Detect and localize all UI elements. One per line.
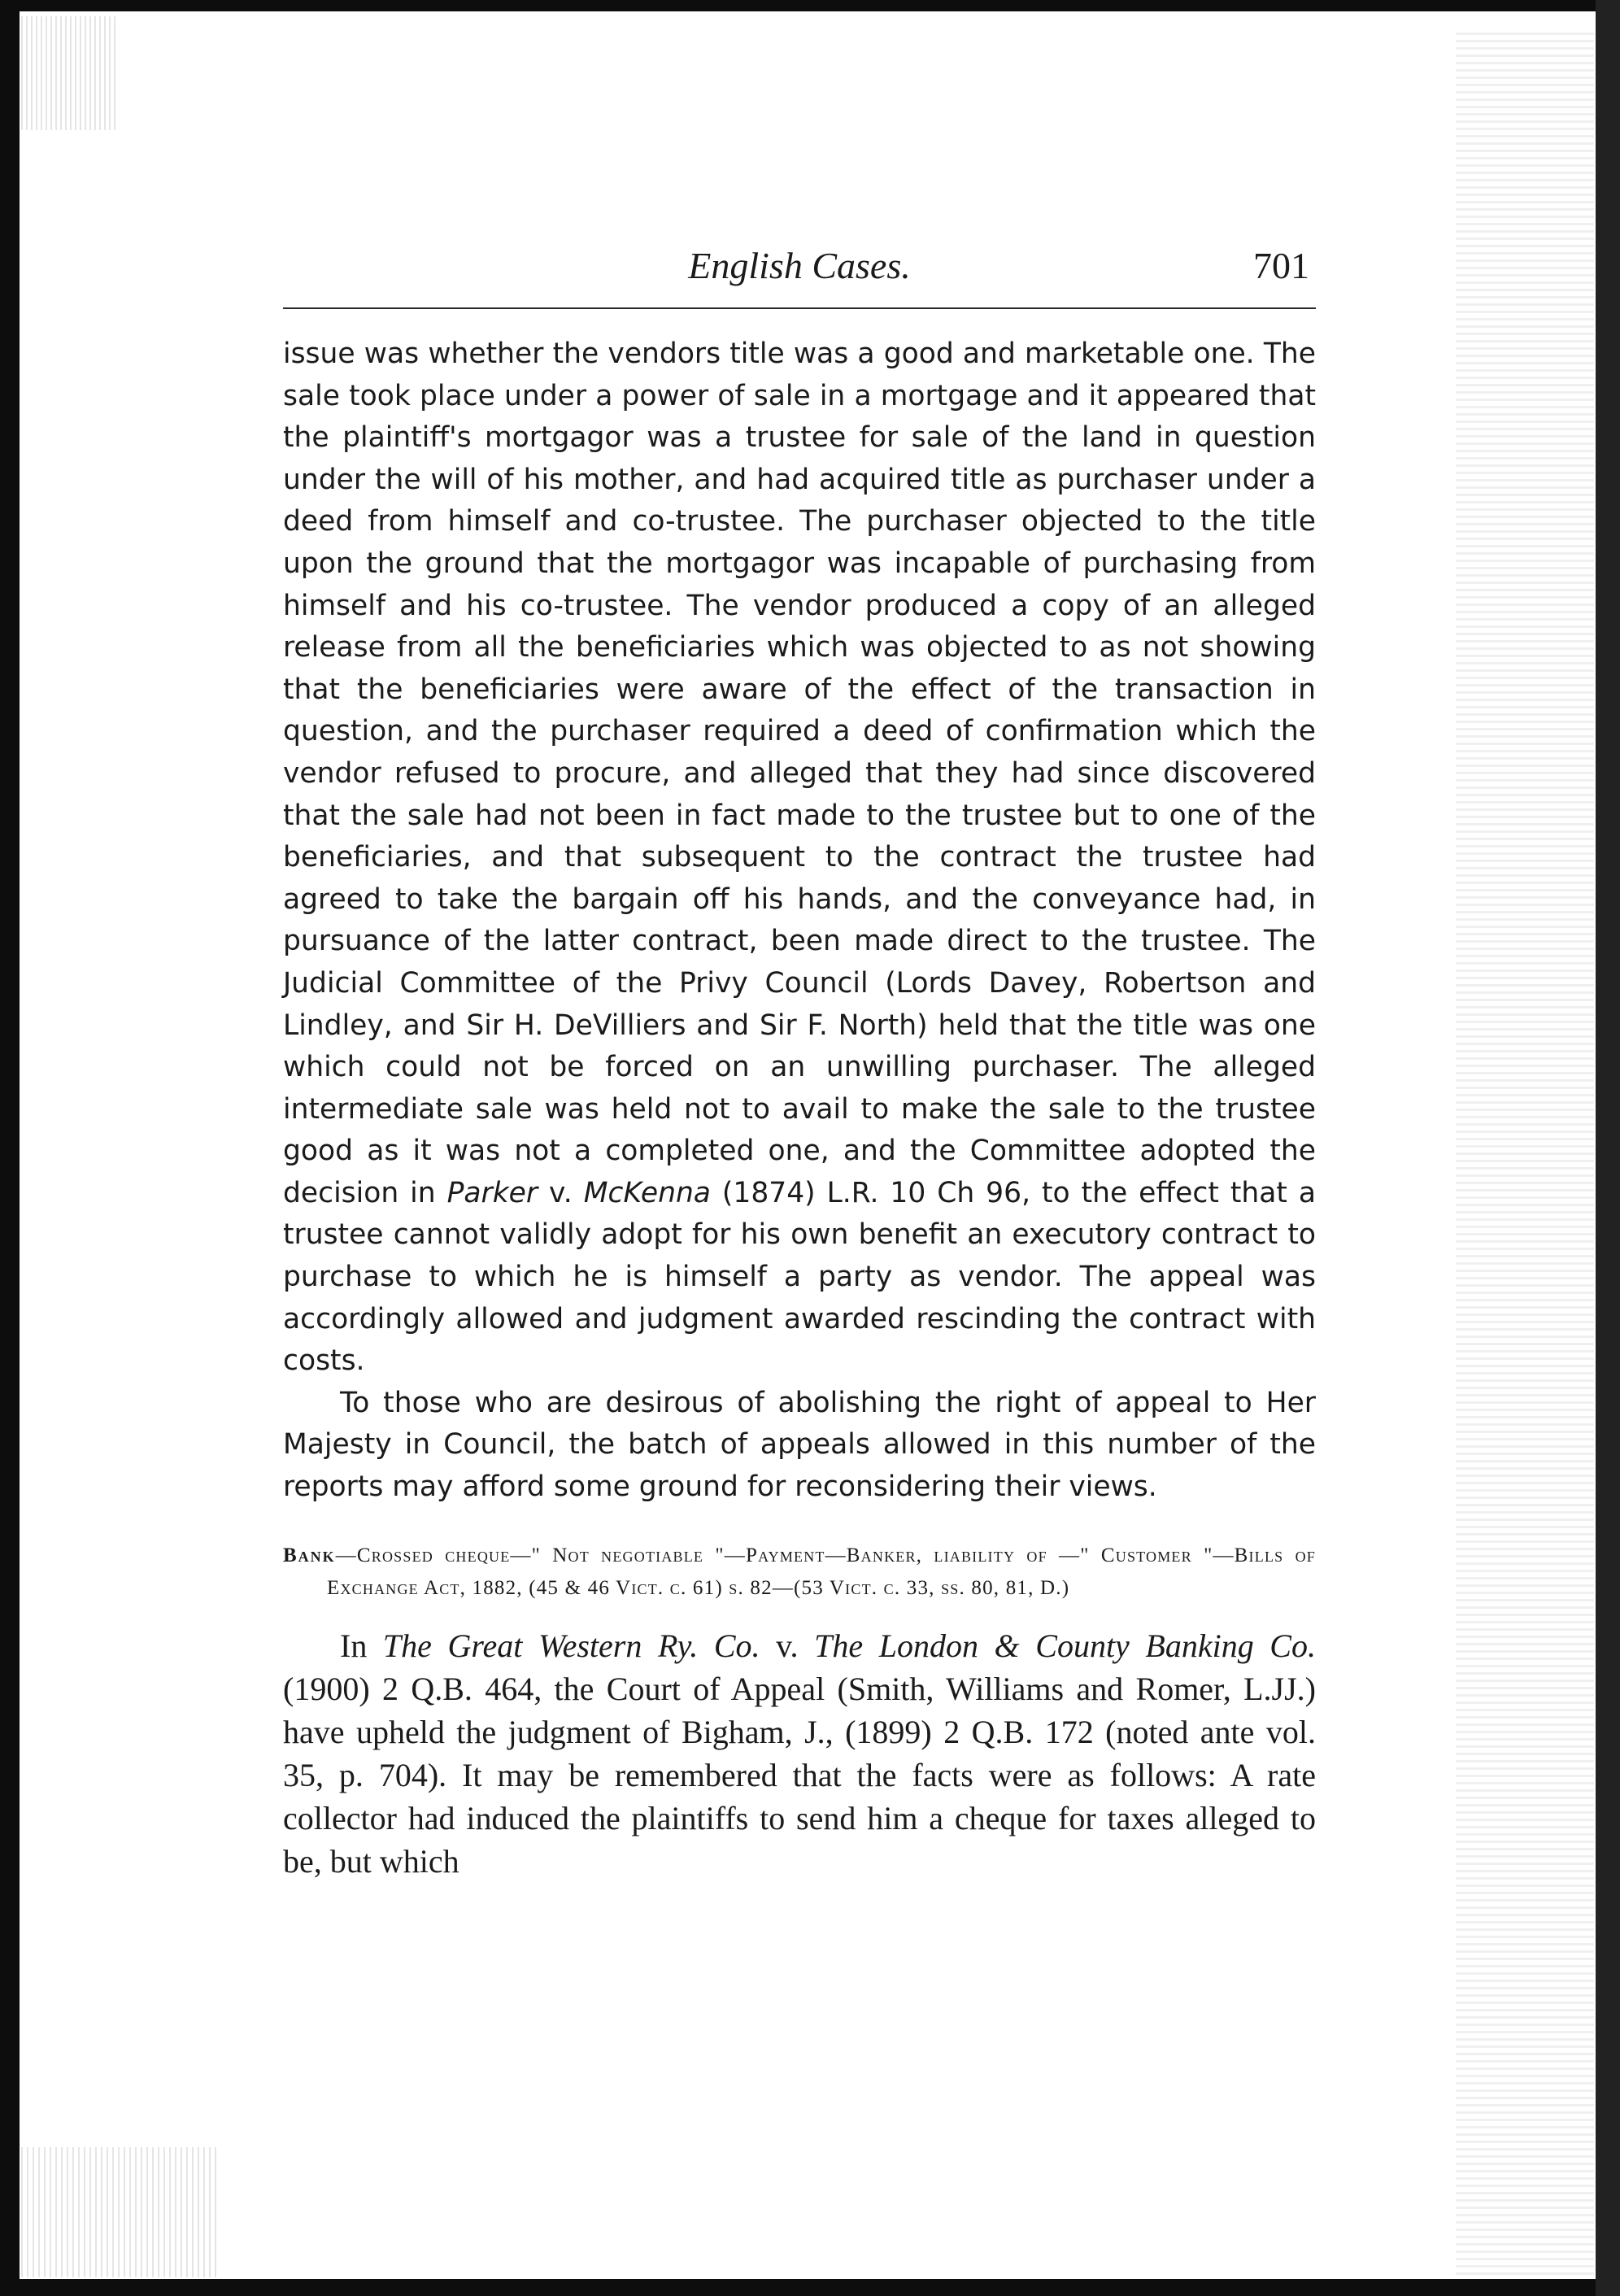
party-great-western: The Great Western Ry. Co. — [382, 1627, 760, 1664]
case-heading-text: —Crossed cheque—" Not negotiable "—Payment—Banker, liability of —" Customer "—Bills of Exchange Act, 1882, (45 & 46 Vict. c. 61) s. 82—(53 Vict. c. 33, ss. 80, 81, D.) — [327, 1544, 1316, 1599]
citation-text: (1874) L.R. 10 Ch 96, to the effect that a trustee cannot validly adopt for his own benefit an executory contract to purchase to which he is himself a party as vendor. The appeal was accordingly allowed and judgment awarded rescinding the contract with costs. — [283, 1176, 1316, 1378]
scan-noise-right — [1456, 33, 1594, 2277]
case-heading-lead: Bank — [283, 1544, 336, 1566]
scan-noise-bottom-left — [21, 2147, 216, 2277]
party-london-county: The London & County Banking Co. — [814, 1627, 1316, 1664]
body-paragraph-2: To those who are desirous of abolishing the right of appeal to Her Majesty in Council, the batch of appeals allowed in this number of the reports may afford some ground for reconsidering their views. — [283, 1386, 1316, 1504]
case-text: (1900) 2 Q.B. 464, the Court of Appeal (Smith, Williams and Romer, L.JJ.) have upheld the judgment of Bigham, J., (1899) 2 Q.B. 172 (noted ante vol. 35, p. 704). It may be remembered that the facts were as follows: A rate collector had induced the plaintiffs to send him a cheque for taxes alleged to be, but which — [283, 1670, 1316, 1880]
versus: v. — [760, 1627, 815, 1664]
book-page — [283, 244, 1316, 1883]
scan-border-bottom — [0, 2279, 1620, 2296]
scan-border-left — [0, 0, 20, 2296]
scan-border-top — [0, 0, 1620, 11]
case-name-parker: Parker — [446, 1176, 538, 1209]
body-paragraph-1 — [283, 333, 1316, 1383]
header-rule — [283, 307, 1316, 309]
versus: v. — [538, 1176, 584, 1209]
running-title: English Cases. — [688, 245, 911, 286]
paragraph-text: issue was whether the vendors title was a good and marketable one. The sale took place under a power of sale in a mortgage and it appeared that the plaintiff's mortgagor was a trustee for sale of the land in question under the will of his mother, and had acquired title as purchaser under a deed from himself and co-trustee. The purchaser objected to the title upon the ground that the mortgagor was incapable of purchasing from himself and his co-trustee. The vendor produced a copy of an alleged release from all the beneficiaries which was objected to as not showing that the beneficiaries were aware of the effect of the transaction in question, and the purchaser required a deed of confirmation which the vendor refused to procure, and alleged that they had since discovered that the sale had not been in fact made to the trustee but to one of the beneficiaries, and that subsequent to the contract the trustee had agreed to take the bargain off his hands, and the conveyance had, in pursuance of the latter contract, been made direct to the trustee. The Judicial Committee of the Privy Council (Lords Davey, Robertson and Lindley, and Sir H. DeVilliers and Sir F. North) held that the title was one which could not be forced on an unwilling purchaser. The alleged intermediate sale was held not to avail to make the sale to the trustee good as it was not a completed one, and the Committee adopted the decision in — [283, 338, 1316, 1209]
case-paragraph — [283, 1624, 1316, 1883]
running-head — [283, 244, 1316, 307]
scan-border-right — [1596, 0, 1620, 2296]
page-number: 701 — [1253, 245, 1309, 286]
case-name-mckenna: McKenna — [583, 1176, 711, 1209]
scan-noise-top-left — [21, 16, 119, 130]
case-heading — [283, 1540, 1316, 1605]
case-intro: In — [340, 1627, 383, 1664]
